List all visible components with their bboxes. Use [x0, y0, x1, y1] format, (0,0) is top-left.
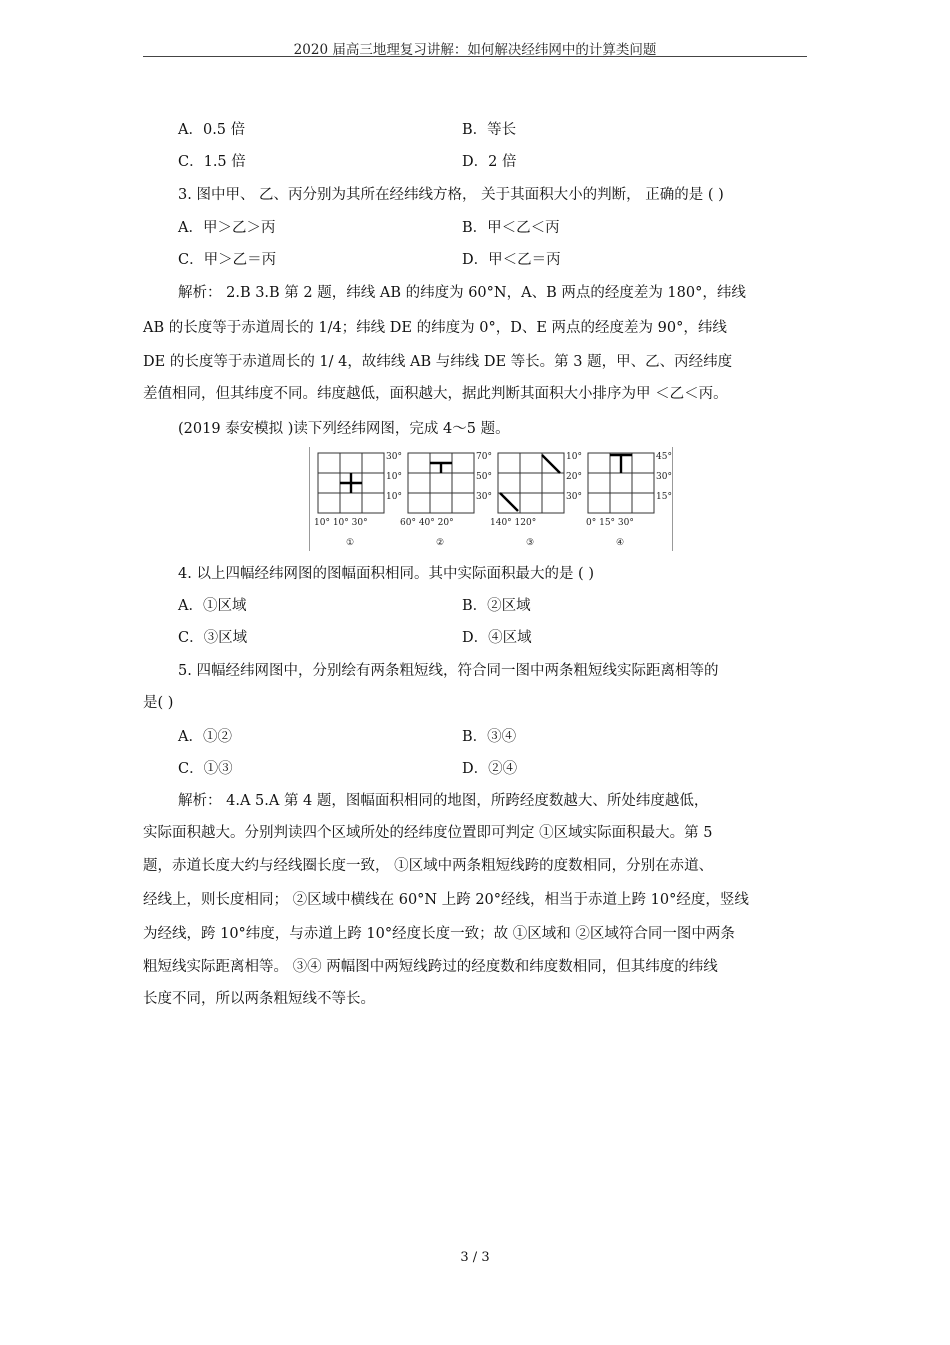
panel-4	[586, 452, 672, 548]
analysis2-line5: 为经线，跨 10°纬度，与赤道上跨 10°经度长度一致；故 ①区域和 ②区域符合同一图中两条	[143, 926, 735, 942]
analysis2-line1: 解析： 4.A 5.A 第 4 题，图幅面积相同的地图，所跨经度数越大、所处纬度越低，	[178, 793, 709, 809]
p1-label: ①	[346, 538, 355, 548]
analysis2-line7: 长度不同，所以两条粗短线不等长。	[143, 991, 375, 1007]
q5-option-b: B．③④	[462, 729, 517, 745]
q4-5-intro: (2019 泰安模拟 )读下列经纬网图，完成 4～5 题。	[178, 421, 510, 437]
analysis1-line1: 解析： 2.B 3.B 第 2 题，纬线 AB 的纬度为 60°N，A、B 两点的经度差为 180°，纬线	[178, 285, 746, 301]
q3-stem: 3. 图中甲、 乙、丙分别为其所在经纬线方格， 关于其面积大小的判断， 正确的是 ( )	[178, 187, 724, 203]
q4-stem: 4. 以上四幅经纬网图的图幅面积相同。其中实际面积最大的是 ( )	[178, 566, 594, 582]
p4-tick-bottom: 0° 15° 30°	[586, 518, 634, 528]
panel-1	[314, 452, 402, 548]
p2-label: ②	[436, 538, 445, 548]
q2-option-c: C．1.5 倍	[178, 154, 246, 170]
q3-option-b: B．甲＜乙＜丙	[462, 220, 560, 236]
analysis2-line6: 粗短线实际距离相等。 ③④ 两幅图中两短线跨过的经度数和纬度数相同，但其纬度的纬线	[143, 959, 718, 975]
p2-tick-r2: 50°	[476, 472, 492, 482]
q3-option-a: A．甲＞乙＞丙	[178, 220, 276, 236]
q5-stem-line1: 5. 四幅经纬网图中，分别绘有两条粗短线，符合同一图中两条粗短线实际距离相等的	[178, 663, 719, 679]
p3-tick-r1: 10°	[566, 452, 582, 462]
page-header: 2020 届高三地理复习讲解：如何解决经纬网中的计算类问题	[293, 42, 657, 58]
panel-3	[490, 452, 582, 548]
q2-option-a: A．0.5 倍	[178, 122, 246, 138]
q5-stem-line2: 是( )	[143, 695, 174, 711]
q3-option-c: C．甲＞乙＝丙	[178, 252, 277, 268]
analysis1-line2: AB 的长度等于赤道周长的 1/4；纬线 DE 的纬度为 0°，D、E 两点的经度差为 90°，纬线	[143, 320, 727, 336]
header-rule	[143, 56, 807, 57]
graticule-figure	[309, 447, 673, 551]
q2-option-b: B．等长	[462, 122, 517, 138]
q4-option-b: B．②区域	[462, 598, 531, 614]
p4-tick-r2: 30°	[656, 472, 672, 482]
p3-label: ③	[526, 538, 535, 548]
p4-label: ④	[616, 538, 625, 548]
page-number: 3 / 3	[460, 1250, 490, 1265]
p2-tick-r1: 70°	[476, 452, 492, 462]
analysis2-line4: 经线上，则长度相同； ②区域中横线在 60°N 上跨 20°经线，相当于赤道上跨 10°经度，竖线	[143, 892, 749, 908]
analysis2-line3: 题，赤道长度大约与经线圈长度一致， ①区域中两条粗短线跨的度数相同，分别在赤道、	[143, 858, 714, 874]
analysis2-line2: 实际面积越大。分别判读四个区域所处的经纬度位置即可判定 ①区域实际面积最大。第 5	[143, 825, 713, 841]
q5-option-d: D．②④	[462, 761, 518, 777]
q4-option-d: D．④区域	[462, 630, 532, 646]
analysis1-line4: 差值相同，但其纬度不同。纬度越低，面积越大，据此判断其面积大小排序为甲 ＜乙＜丙。	[143, 386, 728, 402]
p4-tick-r3: 15°	[656, 492, 672, 502]
p1-tick-r1: 30°	[386, 452, 402, 462]
p4-tick-r1: 45°	[656, 452, 672, 462]
p1-tick-bottom: 10° 10° 30°	[314, 518, 368, 528]
q5-option-c: C．①③	[178, 761, 233, 777]
panel-2	[400, 452, 492, 548]
p2-tick-r3: 30°	[476, 492, 492, 502]
q3-option-d: D．甲＜乙＝丙	[462, 252, 561, 268]
p2-tick-bottom: 60° 40° 20°	[400, 518, 454, 528]
analysis1-line3: DE 的长度等于赤道周长的 1/ 4，故纬线 AB 与纬线 DE 等长。第 3 题，甲、乙、丙经纬度	[143, 354, 733, 370]
p1-tick-r2: 10°	[386, 472, 402, 482]
q4-option-c: C．③区域	[178, 630, 248, 646]
p3-tick-r3: 30°	[566, 492, 582, 502]
q5-option-a: A．①②	[178, 729, 232, 745]
q4-option-a: A．①区域	[178, 598, 247, 614]
p1-tick-r3: 10°	[386, 492, 402, 502]
q2-option-d: D．2 倍	[462, 154, 517, 170]
p3-tick-r2: 20°	[566, 472, 582, 482]
p3-tick-bottom: 140° 120°	[490, 518, 537, 528]
